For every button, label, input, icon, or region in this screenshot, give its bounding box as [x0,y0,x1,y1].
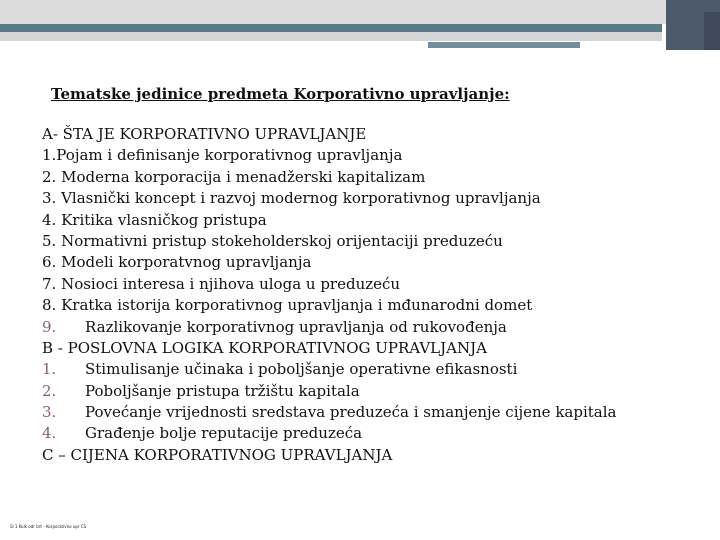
list-item-text: 8. Kratka istorija korporativnog upravljanja i mđunarodni domet [42,296,533,315]
section-heading-c [42,445,616,466]
list-item [42,423,616,444]
list-item [42,167,616,188]
header-accent-bar [428,42,580,48]
slide-title: Tematske jedinice predmeta Korporativno upravljanje: [51,85,510,103]
section-heading-a [42,124,616,145]
list-item-text: Građenje bolje reputacije preduzeća [85,424,363,443]
list-item-text: 5. Normativni pristup stokeholderskoj orijentaciji preduzeću [42,231,503,250]
list-item-text: 6. Modeli korporatvnog upravljanja [42,253,312,272]
list-item-text: 7. Nosioci interesa i njihova uloga u preduzeću [42,274,401,293]
list-item [42,402,616,423]
list-item-text: B - POSLOVNA LOGIKA KORPORATIVNOG UPRAVLJANJA [42,338,487,357]
list-item-number: 3. [42,403,57,422]
header-top-band [0,0,720,24]
list-item [42,252,616,273]
list-item-number: 1. [42,360,57,379]
section-heading-b [42,338,616,359]
header-grey-bar [0,32,662,41]
list-item-text: Povećanje vrijednosti sredstava preduzeća i smanjenje cijene kapitala [85,403,617,422]
footer-note: Sl 1 Kolk odr brt - Korporativno upr CS [10,524,87,529]
list-item [42,231,616,252]
list-item [42,359,616,380]
list-item [42,274,616,295]
list-item-text: A- ŠTA JE KORPORATIVNO UPRAVLJANJE [42,125,367,143]
list-item-text: Stimulisanje učinaka i poboljšanje operativne efikasnosti [85,360,518,379]
list-item [42,188,616,209]
list-item [42,210,616,231]
list-item-text: 3. Vlasnički koncept i razvoj modernog korporativnog upravljanja [42,189,541,208]
list-item-number: 9. [42,317,57,336]
list-item-text: 1.Pojam i definisanje korporativnog upravljanja [42,146,403,165]
topics-list [42,124,616,466]
list-item-text: C – CIJENA KORPORATIVNOG UPRAVLJANJA [42,445,393,464]
list-item [42,317,616,338]
list-item-text: 2. Moderna korporacija i menadžerski kapitalizam [42,167,426,186]
list-item [42,145,616,166]
list-item [42,381,616,402]
list-item-number: 4. [42,424,57,443]
list-item-text: Poboljšanje pristupa tržištu kapitala [85,381,360,400]
list-item-number: 2. [42,381,57,400]
list-item [42,295,616,316]
header-corner-block-inner [704,12,720,50]
header-teal-bar [0,24,662,32]
list-item-text: Razlikovanje korporativnog upravljanja od rukovođenja [85,317,507,336]
list-item-text: 4. Kritika vlasničkog pristupa [42,210,267,229]
